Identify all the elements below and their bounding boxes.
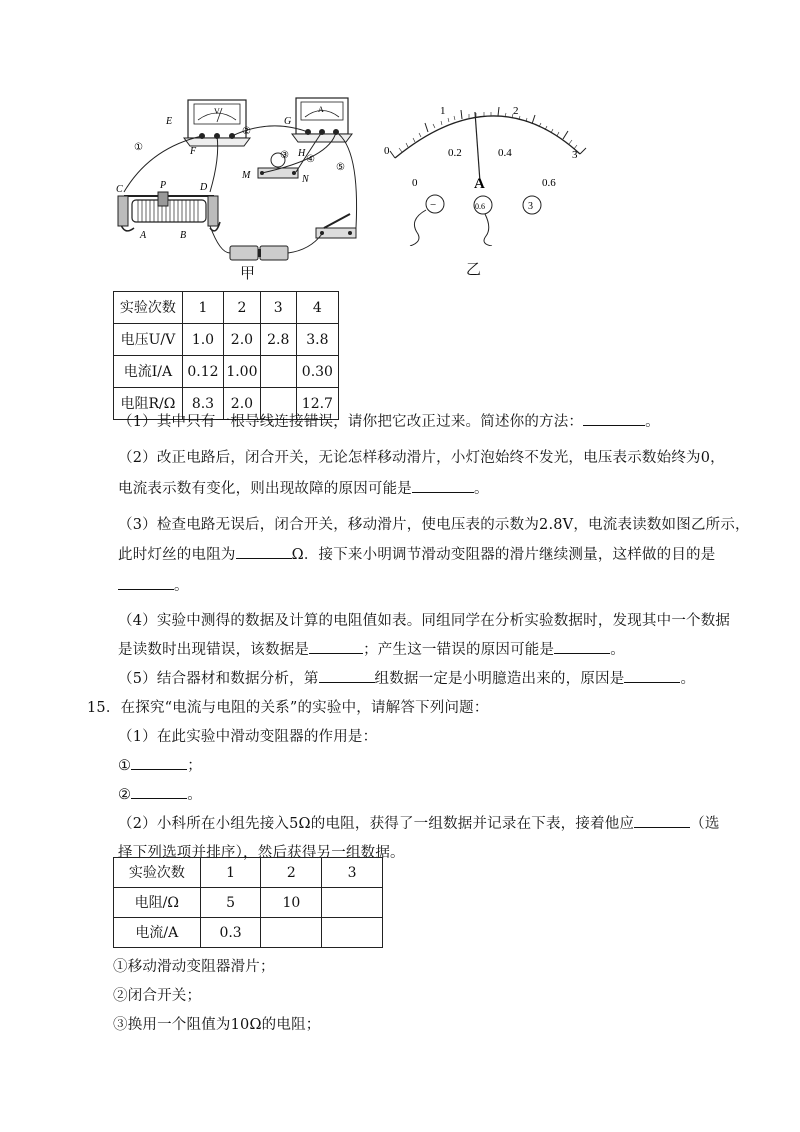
meter-terminals	[426, 195, 541, 214]
scale-top-1: 1	[440, 105, 446, 117]
q14-part2-line2: 电流表示数有变化，则出现故障的原因可能是 。	[118, 477, 489, 498]
table-cell: 2.0	[224, 388, 261, 420]
svg-text:⑤: ⑤	[336, 162, 345, 173]
figure-label-yi: 乙	[466, 260, 482, 278]
q14-part2-line1: （2）改正电路后，闭合开关，无论怎样移动滑片，小灯泡始终不发光，电压表示数始终为0，	[118, 450, 725, 466]
table-cell: 3	[322, 858, 383, 888]
table-cell: 电压U/V	[114, 324, 183, 356]
ammeter-dial	[380, 96, 610, 246]
scale-top-3: 3	[572, 149, 578, 161]
table-cell: 电阻/Ω	[114, 888, 201, 918]
table-cell: 电流/A	[114, 918, 201, 948]
table-cell: 电阻R/Ω	[114, 388, 183, 420]
svg-text:M: M	[242, 170, 251, 181]
svg-text:−: −	[430, 199, 437, 211]
svg-text:3: 3	[528, 201, 533, 212]
answer-blank	[583, 411, 645, 426]
answer-blank	[624, 668, 680, 683]
q15-part1: （1）在此实验中滑动变阻器的作用是：	[118, 729, 378, 745]
svg-text:A: A	[318, 105, 324, 114]
svg-text:②: ②	[242, 126, 251, 137]
svg-text:0.6: 0.6	[475, 202, 485, 211]
q15-option-2: ②闭合开关；	[113, 988, 202, 1004]
table-cell: 4	[296, 292, 338, 324]
table-cell	[322, 888, 383, 918]
table-cell: 2	[224, 292, 261, 324]
svg-text:F: F	[190, 146, 197, 157]
table-cell: 3.8	[296, 324, 338, 356]
light-bulb	[258, 153, 298, 178]
table-cell	[260, 356, 296, 388]
q15-title: 15．在探究“电流与电阻的关系”的实验中，请解答下列问题：	[87, 700, 489, 716]
table-cell: 2	[261, 858, 322, 888]
data-table-2	[113, 857, 383, 948]
table-cell: 3	[260, 292, 296, 324]
figure-label-jia: 甲	[240, 264, 256, 282]
q14-part1: （1）其中只有一根导线连接错误，请你把它改正过来。简述你的方法： 。	[118, 410, 660, 431]
q14-part4-line2: 是读数时出现错误，该数据是 ；产生这一错误的原因可能是 。	[118, 638, 625, 659]
q14-part3-line1: （3）检查电路无误后，闭合开关，移动滑片，使电压表的示数为2.8V，电流表读数如图乙所示，	[118, 517, 750, 533]
answer-blank	[554, 639, 610, 654]
table-cell: 5	[200, 888, 261, 918]
table-cell: 0.3	[200, 918, 261, 948]
q15-part2-line2: 择下列选项并排序），然后获得另一组数据。	[118, 845, 405, 861]
table-cell: 0.12	[182, 356, 223, 388]
q14-part5: （5）结合器材和数据分析，第 组数据一定是小明臆造出来的，原因是 。	[118, 667, 695, 688]
table-cell: 1	[200, 858, 261, 888]
battery	[230, 246, 288, 260]
ammeter	[292, 98, 352, 142]
q14-part3-line2: 此时灯丝的电阻为 Ω．接下来小明调节滑动变阻器的滑片继续测量，这样做的目的是	[118, 543, 715, 564]
q15-option-3: ③换用一个阻值为10Ω的电阻；	[113, 1017, 321, 1033]
meter-unit: A	[474, 176, 485, 192]
table-cell	[261, 918, 322, 948]
data-table-1	[113, 291, 339, 420]
svg-text:①: ①	[134, 142, 143, 153]
q15-part1-a: ① ；	[118, 754, 202, 775]
svg-text:H: H	[298, 148, 306, 159]
table-cell: 2.0	[224, 324, 261, 356]
svg-text:G: G	[284, 116, 292, 127]
scale-bottom-04: 0.4	[498, 147, 512, 159]
table-cell	[322, 918, 383, 948]
answer-blank	[131, 784, 187, 799]
table-cell: 8.3	[182, 388, 223, 420]
scale-bottom-0: 0	[412, 177, 418, 189]
table-cell: 实验次数	[114, 292, 183, 324]
answer-blank	[319, 668, 375, 683]
svg-text:B: B	[180, 230, 187, 241]
svg-text:④: ④	[306, 154, 315, 165]
answer-blank	[236, 544, 292, 559]
answer-blank	[118, 575, 174, 590]
svg-text:D: D	[200, 182, 208, 193]
q14-part4-line1: （4）实验中测得的数据及计算的电阻值如表。同组同学在分析实验数据时，发现其中一个数据	[118, 613, 731, 629]
table-cell: 0.30	[296, 356, 338, 388]
scale-top-0: 0	[384, 145, 390, 157]
answer-blank	[634, 813, 690, 828]
svg-text:③: ③	[280, 150, 289, 161]
answer-blank	[309, 639, 363, 654]
scale-top-2: 2	[513, 105, 519, 117]
answer-blank	[131, 755, 187, 770]
table-cell: 12.7	[296, 388, 338, 420]
svg-text:P: P	[160, 180, 167, 191]
table-cell: 1.0	[182, 324, 223, 356]
svg-text:V: V	[214, 107, 220, 116]
q15-option-1: ①移动滑动变阻器滑片；	[113, 959, 275, 975]
q15-part2-line1: （2）小科所在小组先接入5Ω的电阻，获得了一组数据并记录在下表，接着他应 （选	[118, 812, 720, 833]
svg-text:E: E	[166, 116, 173, 127]
table-cell: 10	[261, 888, 322, 918]
svg-text:N: N	[302, 174, 309, 185]
answer-blank	[412, 478, 474, 493]
svg-text:C: C	[116, 184, 123, 195]
q15-part1-b: ② 。	[118, 783, 202, 804]
table-cell: 电流I/A	[114, 356, 183, 388]
table-cell: 实验次数	[114, 858, 201, 888]
scale-bottom-06: 0.6	[542, 177, 556, 189]
table-cell: 2.8	[260, 324, 296, 356]
svg-text:A: A	[140, 230, 147, 241]
circuit-diagram	[110, 88, 380, 268]
table-cell: 1	[182, 292, 223, 324]
q14-part3-line3: 。	[118, 574, 189, 595]
scale-bottom-02: 0.2	[448, 147, 462, 159]
table-cell: 1.00	[224, 356, 261, 388]
sliding-rheostat	[118, 192, 220, 231]
